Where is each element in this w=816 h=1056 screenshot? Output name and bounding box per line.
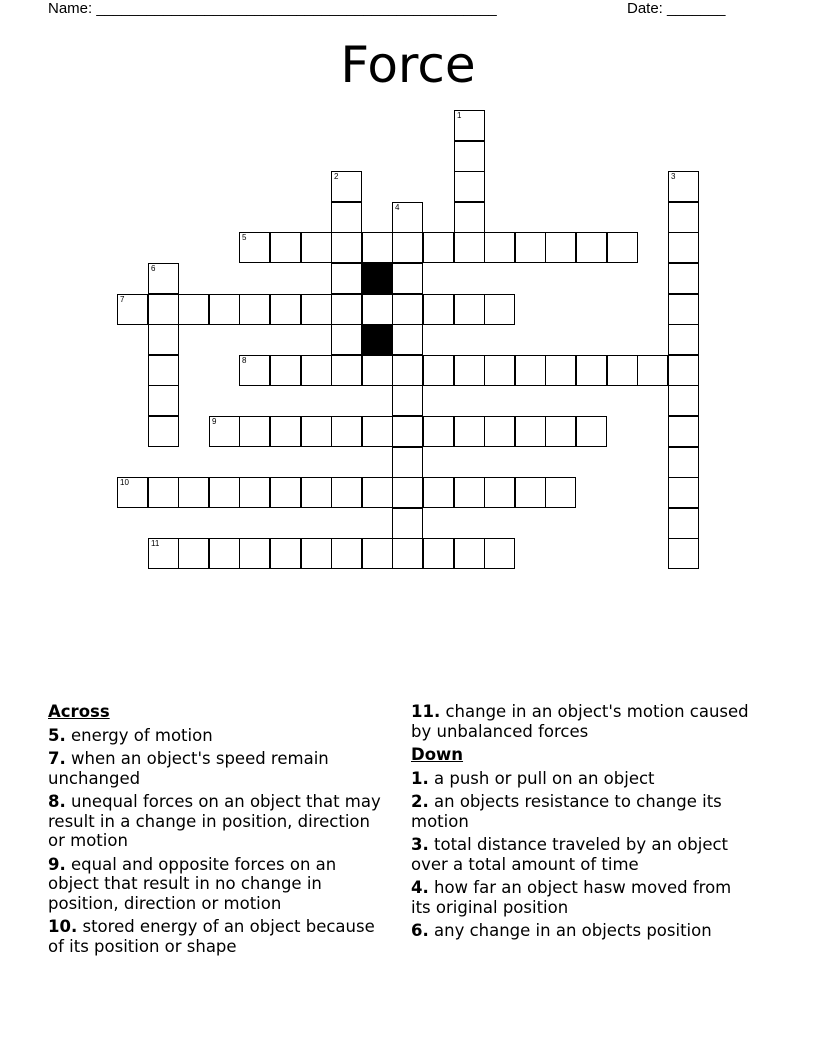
clue-number-5: 5 — [242, 233, 247, 242]
grid-cell[interactable] — [454, 141, 485, 172]
grid-cell[interactable] — [178, 538, 209, 569]
grid-cell[interactable] — [392, 263, 423, 294]
clue-number-2: 2 — [334, 172, 339, 181]
black-cell — [362, 263, 393, 294]
grid-cell[interactable] — [239, 294, 270, 325]
grid-cell[interactable] — [423, 294, 454, 325]
grid-cell[interactable] — [392, 477, 423, 508]
grid-cell[interactable] — [484, 477, 515, 508]
grid-cell[interactable] — [545, 355, 576, 386]
grid-cell[interactable] — [148, 385, 179, 416]
grid-cell[interactable] — [209, 294, 240, 325]
grid-cell[interactable] — [392, 508, 423, 539]
down-heading: Down — [411, 745, 464, 764]
grid-cell[interactable] — [239, 355, 270, 386]
grid-cell[interactable] — [392, 232, 423, 263]
grid-cell[interactable] — [301, 477, 332, 508]
grid-cell[interactable] — [545, 416, 576, 447]
grid-cell[interactable] — [362, 538, 393, 569]
grid-cell[interactable] — [392, 202, 423, 233]
grid-cell[interactable] — [117, 477, 148, 508]
grid-cell[interactable] — [668, 538, 699, 569]
grid-cell[interactable] — [331, 232, 362, 263]
grid-cell[interactable] — [209, 416, 240, 447]
grid-cell[interactable] — [454, 232, 485, 263]
clue-down-3: 3. total distance traveled by an object over a total amount of time — [411, 835, 729, 874]
grid-cell[interactable] — [454, 477, 485, 508]
grid-cell[interactable] — [392, 294, 423, 325]
grid-cell[interactable] — [392, 447, 423, 478]
grid-cell[interactable] — [392, 538, 423, 569]
grid-cell[interactable] — [423, 232, 454, 263]
grid-cell[interactable] — [423, 477, 454, 508]
grid-cell[interactable] — [362, 294, 393, 325]
grid-cell[interactable] — [239, 232, 270, 263]
clue-across-10: 10. stored energy of an object because of its position or shape — [48, 917, 375, 956]
grid-cell[interactable] — [362, 355, 393, 386]
grid-cell[interactable] — [607, 355, 638, 386]
clue-number-11: 11 — [151, 539, 160, 548]
across-heading: Across — [48, 702, 110, 721]
grid-cell[interactable] — [331, 171, 362, 202]
clues-left-column — [48, 702, 388, 960]
grid-cell[interactable] — [148, 416, 179, 447]
grid-cell[interactable] — [484, 294, 515, 325]
grid-cell[interactable] — [515, 416, 546, 447]
grid-cell[interactable] — [148, 294, 179, 325]
grid-cell[interactable] — [301, 232, 332, 263]
grid-cell[interactable] — [668, 477, 699, 508]
clue-number-10: 10 — [120, 478, 129, 487]
date-field-label: Date: _______ — [627, 0, 726, 17]
grid-cell[interactable] — [270, 294, 301, 325]
clue-across-8: 8. unequal forces on an object that may result in a change in position, direction or motion — [48, 792, 381, 850]
grid-cell[interactable] — [392, 324, 423, 355]
clue-number-6: 6 — [151, 264, 156, 273]
clue-number-7: 7 — [120, 295, 125, 304]
grid-cell[interactable] — [331, 355, 362, 386]
grid-cell[interactable] — [515, 477, 546, 508]
clue-number-4: 4 — [395, 203, 400, 212]
grid-cell[interactable] — [392, 385, 423, 416]
name-field-label: Name: ________________________________________________ — [48, 0, 497, 17]
grid-cell[interactable] — [392, 355, 423, 386]
grid-cell[interactable] — [454, 538, 485, 569]
grid-cell[interactable] — [209, 477, 240, 508]
grid-cell[interactable] — [301, 416, 332, 447]
clue-number-1: 1 — [457, 111, 462, 120]
clue-down-4: 4. how far an object hasw moved from its original position — [411, 878, 732, 917]
clues-right-column — [411, 702, 756, 945]
grid-cell[interactable] — [668, 202, 699, 233]
grid-cell[interactable] — [668, 324, 699, 355]
grid-cell[interactable] — [148, 355, 179, 386]
grid-cell[interactable] — [270, 538, 301, 569]
grid-cell[interactable] — [423, 355, 454, 386]
grid-cell[interactable] — [454, 416, 485, 447]
grid-cell[interactable] — [668, 447, 699, 478]
grid-cell[interactable] — [515, 232, 546, 263]
clue-across-5: 5. energy of motion — [48, 725, 213, 745]
grid-cell[interactable] — [331, 263, 362, 294]
clue-across-9: 9. equal and opposite forces on an object that result in no change in position, direction or motion — [48, 854, 337, 913]
grid-cell[interactable] — [576, 416, 607, 447]
grid-cell[interactable] — [178, 477, 209, 508]
grid-cell[interactable] — [484, 416, 515, 447]
grid-cell[interactable] — [331, 324, 362, 355]
black-cell — [362, 324, 393, 355]
grid-cell[interactable] — [668, 294, 699, 325]
grid-cell[interactable] — [484, 355, 515, 386]
grid-cell[interactable] — [454, 294, 485, 325]
page-title: Force — [340, 36, 476, 94]
grid-cell[interactable] — [668, 385, 699, 416]
clue-number-3: 3 — [671, 172, 676, 181]
clue-down-1: 1. a push or pull on an object — [411, 768, 655, 788]
grid-cell[interactable] — [239, 416, 270, 447]
grid-cell[interactable] — [545, 232, 576, 263]
grid-cell[interactable] — [209, 538, 240, 569]
grid-cell[interactable] — [301, 538, 332, 569]
grid-cell[interactable] — [392, 416, 423, 447]
grid-cell[interactable] — [362, 232, 393, 263]
grid-cell[interactable] — [454, 355, 485, 386]
grid-cell[interactable] — [148, 538, 179, 569]
grid-cell[interactable] — [178, 294, 209, 325]
grid-cell[interactable] — [301, 355, 332, 386]
grid-cell[interactable] — [423, 416, 454, 447]
grid-cell[interactable] — [331, 202, 362, 233]
grid-cell[interactable] — [454, 110, 485, 141]
clue-number-9: 9 — [212, 417, 217, 426]
grid-cell[interactable] — [576, 355, 607, 386]
grid-cell[interactable] — [117, 294, 148, 325]
grid-cell[interactable] — [331, 416, 362, 447]
grid-cell[interactable] — [668, 508, 699, 539]
grid-cell[interactable] — [331, 294, 362, 325]
grid-cell[interactable] — [607, 232, 638, 263]
grid-cell[interactable] — [484, 538, 515, 569]
clue-number-8: 8 — [242, 356, 247, 365]
grid-cell[interactable] — [270, 355, 301, 386]
grid-cell[interactable] — [668, 263, 699, 294]
grid-cell[interactable] — [668, 171, 699, 202]
grid-cell[interactable] — [270, 416, 301, 447]
grid-cell[interactable] — [148, 263, 179, 294]
grid-cell[interactable] — [362, 416, 393, 447]
grid-cell[interactable] — [454, 171, 485, 202]
grid-cell[interactable] — [148, 324, 179, 355]
clue-across-11: 11. change in an object's motion caused by unbalanced forces — [411, 702, 749, 741]
grid-cell[interactable] — [423, 538, 454, 569]
clue-down-6: 6. any change in an objects position — [411, 921, 712, 940]
grid-cell[interactable] — [331, 477, 362, 508]
grid-cell[interactable] — [239, 477, 270, 508]
grid-cell[interactable] — [301, 294, 332, 325]
grid-cell[interactable] — [331, 538, 362, 569]
grid-cell[interactable] — [148, 477, 179, 508]
grid-cell[interactable] — [668, 232, 699, 263]
clue-across-7: 7. when an object's speed remain unchanged — [48, 749, 329, 788]
clue-down-2: 2. an objects resistance to change its motion — [411, 792, 722, 831]
grid-cell[interactable] — [484, 232, 515, 263]
grid-cell[interactable] — [545, 477, 576, 508]
grid-cell[interactable] — [362, 477, 393, 508]
grid-cell[interactable] — [668, 416, 699, 447]
grid-cell[interactable] — [270, 477, 301, 508]
grid-cell[interactable] — [637, 355, 668, 386]
grid-cell[interactable] — [668, 355, 699, 386]
grid-cell[interactable] — [515, 355, 546, 386]
grid-cell[interactable] — [576, 232, 607, 263]
grid-cell[interactable] — [454, 202, 485, 233]
grid-cell[interactable] — [270, 232, 301, 263]
grid-cell[interactable] — [239, 538, 270, 569]
